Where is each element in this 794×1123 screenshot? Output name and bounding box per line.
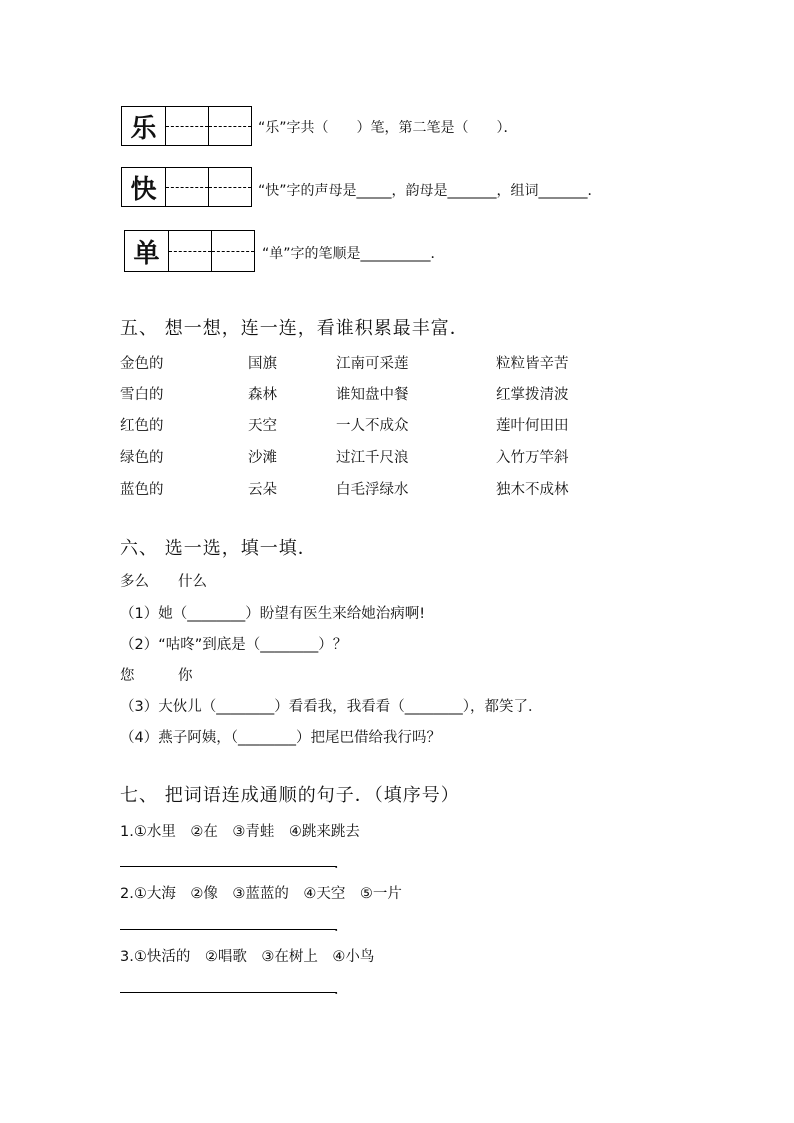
section-5-title: 五、 想一想，连一连，看谁积累最丰富． bbox=[120, 318, 469, 339]
line-end-mark: ． bbox=[334, 856, 349, 872]
list-item: 入竹万竿斜 bbox=[496, 450, 569, 466]
list-item: 红掌拨清波 bbox=[496, 387, 569, 403]
sentence-item-2: 2.①大海 ②像 ③蓝蓝的 ④天空 ⑤一片 bbox=[120, 886, 402, 902]
list-item: 绿色的 bbox=[120, 450, 164, 466]
list-item: 国旗 bbox=[248, 356, 277, 372]
answer-line-2[interactable] bbox=[120, 929, 337, 930]
list-item: 金色的 bbox=[120, 356, 164, 372]
list-item: 雪白的 bbox=[120, 387, 164, 403]
grid-cell bbox=[211, 231, 254, 271]
line-end-mark: ． bbox=[334, 919, 349, 935]
grid-cell bbox=[168, 231, 211, 271]
answer-line-3[interactable] bbox=[120, 992, 337, 993]
section-7-title: 七、 把词语连成通顺的句子．（填序号） bbox=[120, 785, 460, 806]
grid-cell bbox=[208, 168, 251, 206]
list-item: 一人不成众 bbox=[336, 418, 409, 434]
grid-cell-char bbox=[122, 168, 165, 206]
grid-question-kuai: “快”字的声母是_____，韵母是_______，组词_______． bbox=[258, 183, 602, 199]
list-item: 蓝色的 bbox=[120, 482, 164, 498]
char-grid-dan bbox=[124, 230, 255, 272]
grid-cell-char bbox=[122, 107, 165, 145]
word-choices-2: 您 你 bbox=[120, 668, 193, 684]
list-item: 江南可采莲 bbox=[336, 356, 409, 372]
grid-question-le: “乐”字共（ ）笔，第二笔是（ ）． bbox=[258, 120, 518, 136]
list-item: 红色的 bbox=[120, 418, 164, 434]
list-item: 过江千尺浪 bbox=[336, 450, 409, 466]
grid-cell bbox=[165, 168, 208, 206]
sentence-item-1: 1.①水里 ②在 ③青蛙 ④跳来跳去 bbox=[120, 824, 360, 840]
section-6-title: 六、 选一选，填一填． bbox=[120, 538, 317, 559]
grid-cell bbox=[165, 107, 208, 145]
list-item: 莲叶何田田 bbox=[496, 418, 569, 434]
list-item: 天空 bbox=[248, 418, 277, 434]
list-item: 云朵 bbox=[248, 482, 277, 498]
grid-char: 单 bbox=[133, 238, 160, 269]
question-2: （2）“咕咚”到底是（________）？ bbox=[120, 637, 348, 653]
question-3: （3）大伙儿（________）看看我，我看看（________），都笑了． bbox=[120, 699, 543, 715]
answer-line-1[interactable] bbox=[120, 866, 337, 867]
line-end-mark: ． bbox=[334, 982, 349, 998]
grid-cell-char bbox=[125, 231, 168, 271]
question-4: （4）燕子阿姨，（________）把尾巴借给我行吗？ bbox=[120, 730, 441, 746]
list-item: 谁知盘中餐 bbox=[336, 387, 409, 403]
list-item: 沙滩 bbox=[248, 450, 277, 466]
list-item: 白毛浮绿水 bbox=[336, 482, 409, 498]
grid-cell bbox=[208, 107, 251, 145]
char-grid-le bbox=[121, 106, 252, 146]
word-choices-1: 多么 什么 bbox=[120, 574, 207, 590]
question-1: （1）她（________）盼望有医生来给她治病啊! bbox=[120, 606, 426, 622]
list-item: 独木不成林 bbox=[496, 482, 569, 498]
list-item: 粒粒皆辛苦 bbox=[496, 356, 569, 372]
list-item: 森林 bbox=[248, 387, 277, 403]
grid-question-dan: “单”字的笔顺是__________． bbox=[262, 246, 445, 262]
grid-char: 快 bbox=[130, 174, 157, 205]
grid-char: 乐 bbox=[130, 113, 157, 144]
char-grid-kuai bbox=[121, 167, 252, 207]
sentence-item-3: 3.①快活的 ②唱歌 ③在树上 ④小鸟 bbox=[120, 949, 375, 965]
